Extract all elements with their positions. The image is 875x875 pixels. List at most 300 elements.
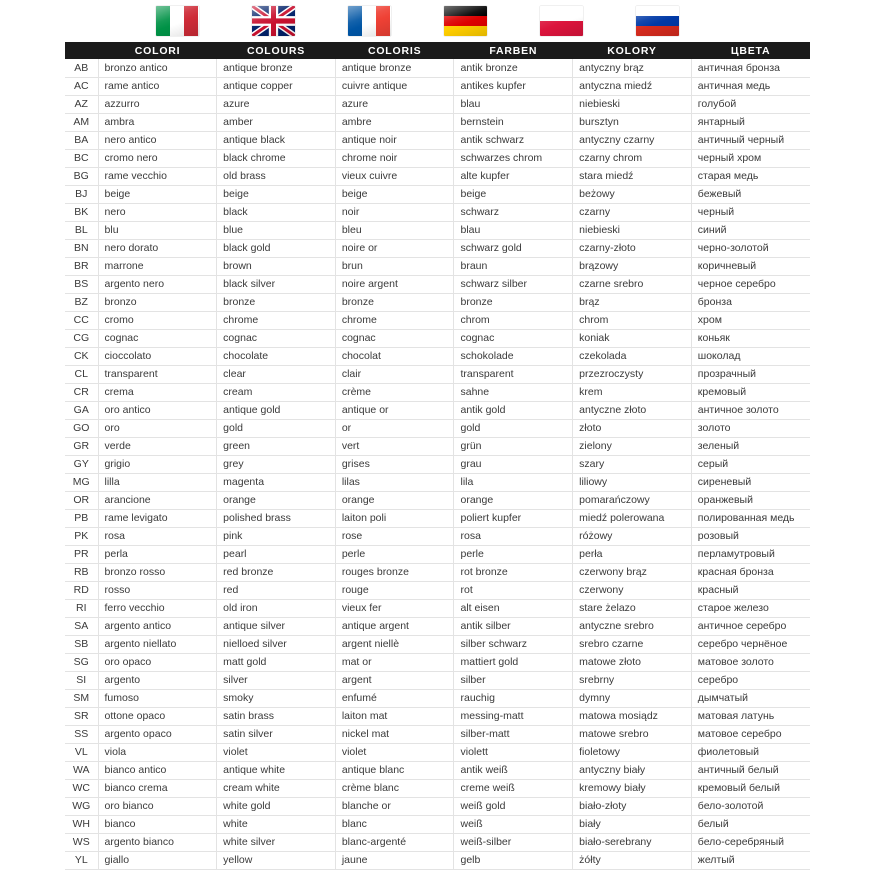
cell-code: PR [65,545,98,563]
cell-de: alte kupfer [454,167,573,185]
cell-pl: biały [573,815,692,833]
cell-pl: chrom [573,311,692,329]
cell-de: antik silber [454,617,573,635]
cell-code: WC [65,779,98,797]
cell-it: argento niellato [98,635,217,653]
cell-en: black [217,203,336,221]
cell-pl: antyczny brąz [573,59,692,77]
cell-fr: perle [335,545,454,563]
cell-en: black chrome [217,149,336,167]
cell-fr: antique or [335,401,454,419]
flag-cell-france [321,6,417,36]
table-row [65,95,810,113]
cell-ru: античная медь [691,77,810,95]
header-code [65,42,98,59]
cell-fr: nickel mat [335,725,454,743]
cell-fr: vieux fer [335,599,454,617]
cell-ru: матовая латунь [691,707,810,725]
cell-fr: brun [335,257,454,275]
cell-it: beige [98,185,217,203]
cell-code: SA [65,617,98,635]
table-row [65,653,810,671]
cell-pl: kremowy biały [573,779,692,797]
cell-de: gold [454,419,573,437]
cell-de: weiß-silber [454,833,573,851]
cell-fr: ambre [335,113,454,131]
cell-pl: bursztyn [573,113,692,131]
cell-fr: bleu [335,221,454,239]
cell-code: SR [65,707,98,725]
cell-ru: старая медь [691,167,810,185]
cell-ru: матовое золото [691,653,810,671]
table-row [65,671,810,689]
cell-pl: antyczna miedź [573,77,692,95]
cell-code: BC [65,149,98,167]
cell-code: RI [65,599,98,617]
cell-pl: krem [573,383,692,401]
cell-it: argento bianco [98,833,217,851]
cell-en: pearl [217,545,336,563]
cell-en: white [217,815,336,833]
cell-ru: матовое серебро [691,725,810,743]
cell-en: amber [217,113,336,131]
cell-code: AC [65,77,98,95]
cell-ru: прозрачный [691,365,810,383]
cell-pl: biało-złoty [573,797,692,815]
table-row [65,689,810,707]
cell-code: YL [65,851,98,869]
cell-fr: mat or [335,653,454,671]
cell-en: blue [217,221,336,239]
cell-de: bronze [454,293,573,311]
cell-fr: noire or [335,239,454,257]
table-body [65,59,810,869]
cell-fr: blanche or [335,797,454,815]
cell-pl: szary [573,455,692,473]
cell-it: ambra [98,113,217,131]
cell-de: violett [454,743,573,761]
cell-en: brown [217,257,336,275]
cell-de: alt eisen [454,599,573,617]
cell-pl: czarny-złoto [573,239,692,257]
table-row [65,527,810,545]
cell-pl: złoto [573,419,692,437]
cell-pl: czerwony [573,581,692,599]
cell-fr: jaune [335,851,454,869]
cell-pl: przezroczysty [573,365,692,383]
cell-ru: красная бронза [691,563,810,581]
cell-de: antik schwarz [454,131,573,149]
cell-it: bianco crema [98,779,217,797]
cell-de: rot bronze [454,563,573,581]
table-row [65,329,810,347]
cell-ru: коричневый [691,257,810,275]
cell-ru: оранжевый [691,491,810,509]
cell-fr: argent niellè [335,635,454,653]
flag-cell-poland [513,6,609,36]
table-row [65,203,810,221]
cell-it: arancione [98,491,217,509]
cell-de: antik weiß [454,761,573,779]
cell-code: BK [65,203,98,221]
table-row [65,473,810,491]
table-row [65,383,810,401]
union-jack-icon [252,6,295,36]
cell-code: SS [65,725,98,743]
cell-en: antique silver [217,617,336,635]
cell-en: cream [217,383,336,401]
cell-de: bernstein [454,113,573,131]
cell-it: cromo nero [98,149,217,167]
cell-ru: полированная медь [691,509,810,527]
table-row [65,725,810,743]
cell-it: lilla [98,473,217,491]
cell-pl: antyczne złoto [573,401,692,419]
cell-fr: grises [335,455,454,473]
cell-pl: żółty [573,851,692,869]
cell-en: gold [217,419,336,437]
cell-ru: черный [691,203,810,221]
table-row [65,185,810,203]
flag-header-row [0,0,875,42]
cell-en: antique bronze [217,59,336,77]
cell-ru: серебро [691,671,810,689]
table-row [65,599,810,617]
cell-ru: перламутровый [691,545,810,563]
cell-it: oro antico [98,401,217,419]
cell-code: AM [65,113,98,131]
cell-fr: blanc-argenté [335,833,454,851]
cell-ru: фиолетовый [691,743,810,761]
cell-fr: clair [335,365,454,383]
cell-it: nero [98,203,217,221]
cell-it: nero antico [98,131,217,149]
cell-it: cognac [98,329,217,347]
cell-it: blu [98,221,217,239]
cell-en: old iron [217,599,336,617]
table-row [65,437,810,455]
header-kolory: KOLORY [573,42,692,59]
cell-code: BR [65,257,98,275]
cell-it: cioccolato [98,347,217,365]
header-cveta: ЦВЕТА [691,42,810,59]
cell-ru: хром [691,311,810,329]
cell-code: CL [65,365,98,383]
cell-pl: brązowy [573,257,692,275]
cell-it: ottone opaco [98,707,217,725]
cell-code: AZ [65,95,98,113]
flag-united-kingdom [252,6,295,36]
table-header-row [65,42,810,59]
table-row [65,563,810,581]
cell-ru: шоколад [691,347,810,365]
cell-en: matt gold [217,653,336,671]
cell-de: blau [454,95,573,113]
cell-fr: lilas [335,473,454,491]
cell-en: old brass [217,167,336,185]
cell-it: fumoso [98,689,217,707]
cell-en: violet [217,743,336,761]
cell-de: cognac [454,329,573,347]
table-row [65,761,810,779]
cell-en: beige [217,185,336,203]
cell-fr: argent [335,671,454,689]
cell-code: CC [65,311,98,329]
cell-en: white gold [217,797,336,815]
flag-cell-germany [417,6,513,36]
header-colours: COLOURS [217,42,336,59]
cell-code: CG [65,329,98,347]
cell-de: beige [454,185,573,203]
cell-code: SM [65,689,98,707]
cell-ru: красный [691,581,810,599]
cell-ru: бронза [691,293,810,311]
cell-de: gelb [454,851,573,869]
header-coloris: COLORIS [335,42,454,59]
cell-en: bronze [217,293,336,311]
cell-ru: античный черный [691,131,810,149]
cell-de: schwarz silber [454,275,573,293]
cell-pl: stare żelazo [573,599,692,617]
cell-en: chrome [217,311,336,329]
table-row [65,131,810,149]
cell-code: MG [65,473,98,491]
cell-pl: dymny [573,689,692,707]
table-row [65,275,810,293]
cell-pl: matowe złoto [573,653,692,671]
cell-en: satin brass [217,707,336,725]
cell-code: WH [65,815,98,833]
header-colori: COLORI [98,42,217,59]
cell-en: cream white [217,779,336,797]
cell-de: silber [454,671,573,689]
cell-en: orange [217,491,336,509]
cell-ru: серебро чернёное [691,635,810,653]
cell-fr: enfumé [335,689,454,707]
table-row [65,545,810,563]
cell-it: transparent [98,365,217,383]
cell-it: rosso [98,581,217,599]
cell-it: rosa [98,527,217,545]
cell-fr: chocolat [335,347,454,365]
cell-de: schwarzes chrom [454,149,573,167]
cell-ru: кремовый белый [691,779,810,797]
cell-ru: синий [691,221,810,239]
table-row [65,491,810,509]
table-row [65,77,810,95]
cell-it: perla [98,545,217,563]
cell-it: oro [98,419,217,437]
cell-ru: античное серебро [691,617,810,635]
cell-code: SG [65,653,98,671]
cell-code: OR [65,491,98,509]
flag-germany [444,6,487,36]
color-code-table [65,42,810,870]
cell-pl: antyczne srebro [573,617,692,635]
cell-fr: cuivre antique [335,77,454,95]
table-row [65,293,810,311]
cell-code: CK [65,347,98,365]
table-row [65,221,810,239]
cell-de: antik bronze [454,59,573,77]
cell-it: nero dorato [98,239,217,257]
table-row [65,851,810,869]
cell-de: weiß gold [454,797,573,815]
cell-ru: дымчатый [691,689,810,707]
cell-pl: niebieski [573,95,692,113]
table-row [65,401,810,419]
table-row [65,635,810,653]
cell-it: argento [98,671,217,689]
cell-code: GO [65,419,98,437]
table-row [65,743,810,761]
cell-pl: zielony [573,437,692,455]
cell-ru: сиреневый [691,473,810,491]
cell-code: PK [65,527,98,545]
cell-de: weiß [454,815,573,833]
cell-en: antique copper [217,77,336,95]
cell-fr: cognac [335,329,454,347]
cell-de: perle [454,545,573,563]
cell-de: antikes kupfer [454,77,573,95]
cell-fr: rouges bronze [335,563,454,581]
cell-ru: желтый [691,851,810,869]
flag-russia [636,6,679,36]
table-row [65,509,810,527]
cell-ru: античное золото [691,401,810,419]
table-row [65,365,810,383]
cell-ru: серый [691,455,810,473]
cell-en: azure [217,95,336,113]
cell-ru: черный хром [691,149,810,167]
cell-ru: зеленый [691,437,810,455]
cell-pl: matowa mosiądz [573,707,692,725]
color-table-wrap [65,42,810,870]
cell-code: BJ [65,185,98,203]
cell-it: azzurro [98,95,217,113]
cell-de: antik gold [454,401,573,419]
cell-code: BA [65,131,98,149]
cell-en: silver [217,671,336,689]
cell-code: AB [65,59,98,77]
cell-de: poliert kupfer [454,509,573,527]
table-row [65,149,810,167]
cell-code: GA [65,401,98,419]
cell-fr: laiton poli [335,509,454,527]
cell-pl: miedź polerowana [573,509,692,527]
cell-pl: fioletowy [573,743,692,761]
cell-fr: rose [335,527,454,545]
cell-it: crema [98,383,217,401]
cell-en: antique gold [217,401,336,419]
cell-en: white silver [217,833,336,851]
cell-ru: бежевый [691,185,810,203]
cell-fr: or [335,419,454,437]
cell-pl: brąz [573,293,692,311]
cell-pl: matowe srebro [573,725,692,743]
cell-pl: niebieski [573,221,692,239]
cell-it: rame antico [98,77,217,95]
cell-fr: orange [335,491,454,509]
cell-fr: noire argent [335,275,454,293]
table-row [65,707,810,725]
cell-fr: vieux cuivre [335,167,454,185]
cell-code: WS [65,833,98,851]
table-row [65,779,810,797]
cell-ru: черное серебро [691,275,810,293]
cell-de: lila [454,473,573,491]
cell-fr: chrome [335,311,454,329]
cell-en: red bronze [217,563,336,581]
cell-ru: голубой [691,95,810,113]
cell-fr: chrome noir [335,149,454,167]
cell-it: oro bianco [98,797,217,815]
cell-pl: srebro czarne [573,635,692,653]
cell-pl: czerwony brąz [573,563,692,581]
cell-de: blau [454,221,573,239]
cell-fr: antique bronze [335,59,454,77]
cell-ru: коньяк [691,329,810,347]
cell-it: bronzo antico [98,59,217,77]
flag-france [348,6,391,36]
cell-pl: liliowy [573,473,692,491]
cell-pl: beżowy [573,185,692,203]
cell-de: sahne [454,383,573,401]
cell-ru: белый [691,815,810,833]
cell-ru: бело-серебряный [691,833,810,851]
cell-it: grigio [98,455,217,473]
cell-en: red [217,581,336,599]
cell-ru: кремовый [691,383,810,401]
cell-pl: stara miedź [573,167,692,185]
cell-it: verde [98,437,217,455]
flag-italy [156,6,199,36]
cell-de: schwarz gold [454,239,573,257]
table-row [65,455,810,473]
table-row [65,113,810,131]
table-row [65,797,810,815]
cell-code: BZ [65,293,98,311]
cell-it: bianco [98,815,217,833]
cell-de: silber schwarz [454,635,573,653]
cell-pl: srebrny [573,671,692,689]
cell-en: yellow [217,851,336,869]
cell-code: GR [65,437,98,455]
cell-fr: bronze [335,293,454,311]
cell-pl: perła [573,545,692,563]
cell-de: creme weiß [454,779,573,797]
table-row [65,239,810,257]
table-row [65,257,810,275]
cell-en: antique white [217,761,336,779]
table-row [65,833,810,851]
cell-code: SB [65,635,98,653]
cell-fr: violet [335,743,454,761]
table-row [65,59,810,77]
cell-code: VL [65,743,98,761]
cell-it: ferro vecchio [98,599,217,617]
cell-pl: czarne srebro [573,275,692,293]
cell-code: PB [65,509,98,527]
cell-ru: бело-золотой [691,797,810,815]
cell-pl: koniak [573,329,692,347]
table-row [65,815,810,833]
cell-it: giallo [98,851,217,869]
cell-ru: черно-золотой [691,239,810,257]
cell-code: RB [65,563,98,581]
cell-code: WG [65,797,98,815]
cell-fr: laiton mat [335,707,454,725]
